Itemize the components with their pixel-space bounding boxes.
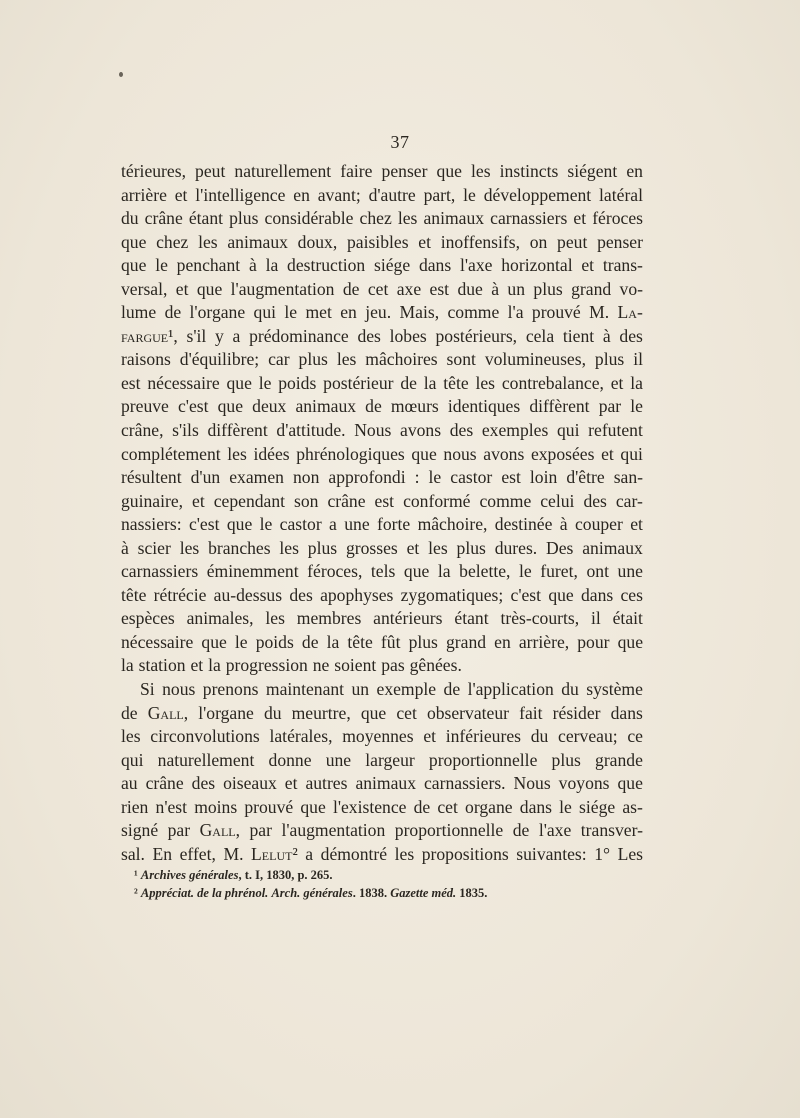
- text-line: nassiers: c'est que le castor a une forte mâchoire, destinée à couper et: [121, 514, 643, 535]
- text-line: espèces animales, les membres antérieurs étant très-courts, il était: [121, 608, 643, 629]
- text-line: est nécessaire que le poids postérieur de la tête les contrebalance, et la: [121, 372, 643, 393]
- text-line: térieures, peut naturellement faire penser que les instincts siégent en: [121, 161, 643, 181]
- text-line: crâne, s'ils diffèrent d'attitude. Nous avons des exemples qui refutent: [121, 420, 643, 441]
- text-line: fargue¹, s'il y a prédominance des lobes postérieurs, cela tient à des: [121, 325, 643, 346]
- text-line: versal, et que l'augmentation de cet axe est due à un plus grand vo-: [121, 278, 643, 299]
- text-line: preuve c'est que deux animaux de mœurs identiques diffèrent par le: [121, 396, 643, 417]
- text-line: lume de l'organe qui le met en jeu. Mais, comme l'a prouvé M. La-: [121, 302, 643, 323]
- text-line: signé par Gall, par l'augmentation proportionnelle de l'axe transver-: [121, 820, 643, 841]
- text-line: sal. En effet, M. Lelut² a démontré les propositions suivantes: 1° Les: [121, 843, 643, 864]
- footnote-2: ² Appréciat. de la phrénol. Arch. générales. 1838. Gazette méd. 1835.: [134, 886, 488, 900]
- footnotes: [121, 866, 643, 902]
- text-line: à scier les branches les plus grosses et les plus dures. Des animaux: [121, 537, 643, 558]
- page-number: 37: [390, 132, 410, 152]
- text-line: au crâne des oiseaux et autres animaux carnassiers. Nous voyons que: [121, 773, 643, 794]
- text-line: complétement les idées phrénologiques que nous avons exposées et qui: [121, 443, 643, 464]
- text-line: nécessaire que le poids de la tête fût plus grand en arrière, pour que: [121, 631, 643, 652]
- ink-speck: [119, 72, 123, 77]
- text-line: rien n'est moins prouvé que l'existence de cet organe dans le siége as-: [121, 796, 643, 817]
- text-line: que chez les animaux doux, paisibles et inoffensifs, on peut penser: [121, 231, 643, 252]
- text-line: que le penchant à la destruction siége dans l'axe horizontal et trans-: [121, 255, 643, 276]
- footnote-1: ¹ Archives générales, t. I, 1830, p. 265.: [134, 868, 333, 882]
- text-line-paragraph-start: Si nous prenons maintenant un exemple de l'application du système: [140, 679, 643, 700]
- text-line: raisons d'équilibre; car plus les mâchoires sont volumineuses, plus il: [121, 349, 643, 370]
- text-line-paragraph-end: la station et la progression ne soient pas gênées.: [121, 655, 462, 676]
- body-text: [121, 160, 643, 866]
- text-line: guinaire, et cependant son crâne est conformé comme celui des car-: [121, 490, 643, 511]
- text-line: qui naturellement donne une largeur proportionnelle plus grande: [121, 749, 643, 770]
- text-line: du crâne étant plus considérable chez les animaux carnassiers et féroces: [121, 208, 643, 229]
- text-line: les circonvolutions latérales, moyennes et inférieures du cerveau; ce: [121, 726, 643, 747]
- text-line: de Gall, l'organe du meurtre, que cet observateur fait résider dans: [121, 702, 643, 723]
- text-line: carnassiers éminemment féroces, tels que la belette, le furet, ont une: [121, 561, 643, 582]
- text-line: résultent d'un examen non approfondi : le castor est loin d'être san-: [121, 467, 643, 488]
- text-line: arrière et l'intelligence en avant; d'autre part, le développement latéral: [121, 184, 643, 205]
- text-line: tête rétrécie au-dessus des apophyses zygomatiques; c'est que dans ces: [121, 584, 643, 605]
